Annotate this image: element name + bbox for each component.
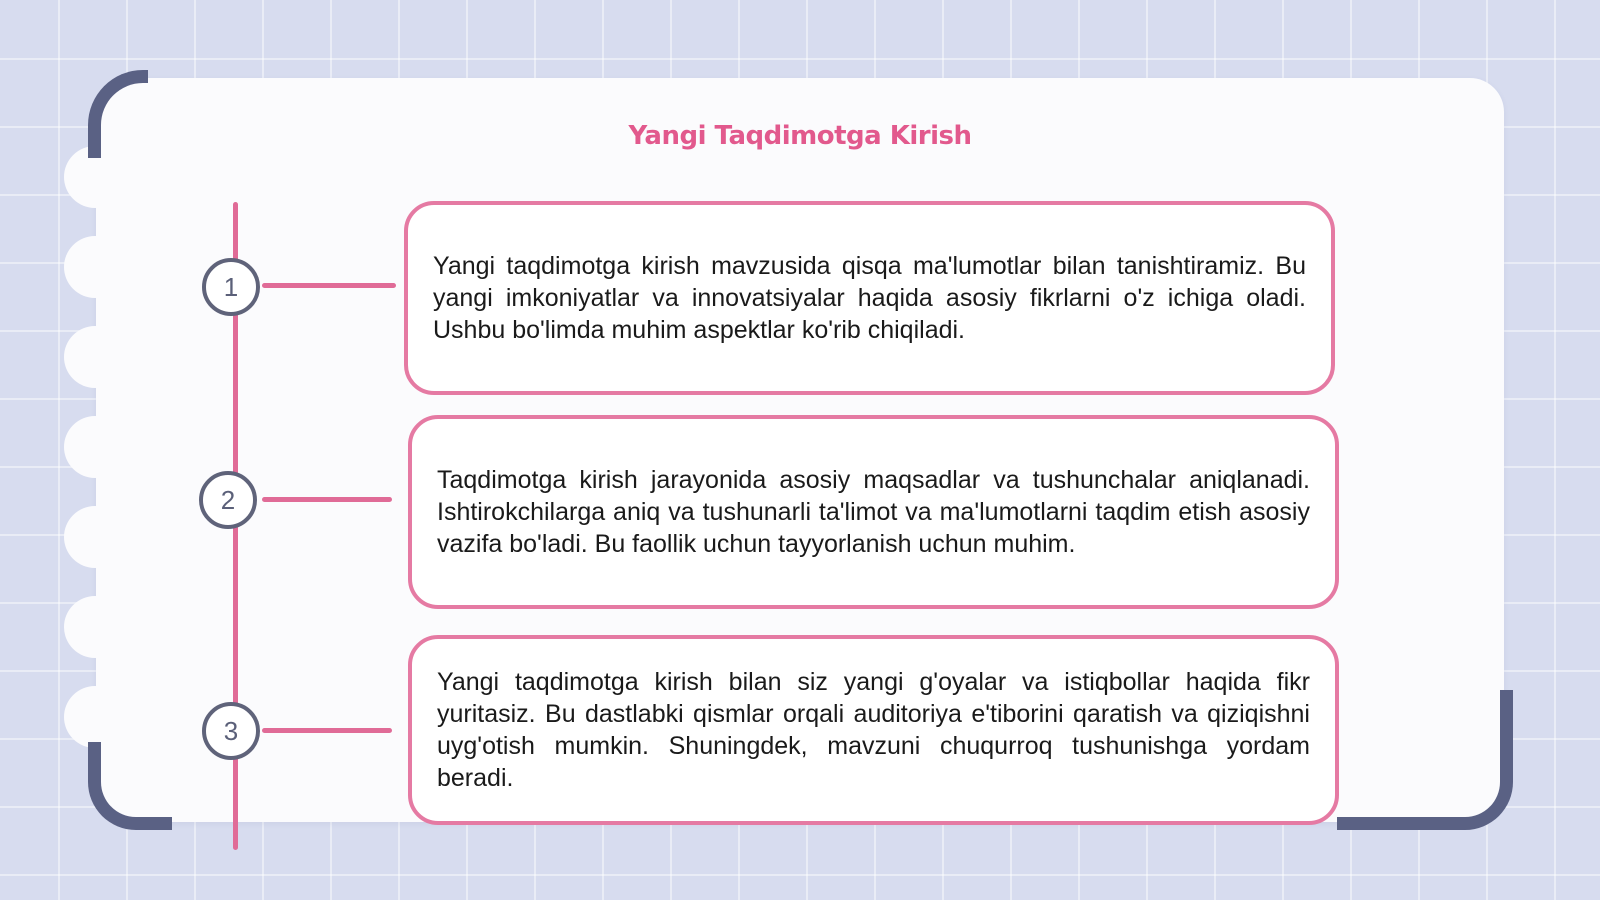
step-text-2: Taqdimotga kirish jarayonida asosiy maqsadlar va tushunchalar aniqlanadi. Ishtirokchilarga aniq va tushunarli ta'limot va ma'lumotlarni taqdim etish asosiy vazifa bo'ladi. Bu faollik uchun tayyorlanish uchun muhim. [437,466,1310,558]
corner-bracket-bottom-left [88,742,172,830]
corner-bracket-top-left [88,70,148,158]
step-card-2 [408,415,1339,609]
corner-bracket-bottom-right [1337,690,1513,830]
timeline-connector-1 [262,283,396,288]
notebook-scallop [64,506,126,568]
step-number-label: 1 [223,271,239,302]
step-text-3: Yangi taqdimotga kirish bilan siz yangi g'oyalar va istiqbollar haqida fikr yuritasiz. Bu dastlabki qismlar orqali auditoriya e'tiborini qaratish va qiziqishni uyg'otish mumkin. Shuningdek, mavzuni chuqurroq tushunishga yordam beradi. [437,668,1310,792]
step-card-3 [408,635,1339,825]
step-number-2 [199,471,257,529]
step-number-label: 3 [223,715,239,746]
timeline-connector-3 [262,728,392,733]
notebook-scallop [64,686,126,748]
step-number-3 [202,702,260,760]
step-card-1 [404,201,1335,395]
timeline-connector-2 [262,497,392,502]
notebook-scallop [64,236,126,298]
slide-title: Yangi Taqdimotga Kirish [628,121,972,151]
notebook-scallop [64,596,126,658]
step-number-1 [202,258,260,316]
notebook-scallop [64,416,126,478]
notebook-scallop [64,326,126,388]
step-number-label: 2 [220,484,236,515]
step-text-1: Yangi taqdimotga kirish mavzusida qisqa ma'lumotlar bilan tanishtiramiz. Bu yangi imkoniyatlar va innovatsiyalar haqida asosiy fikrlarni o'z ichiga oladi. Ushbu bo'limda muhim aspektlar ko'rib chiqiladi. [433,252,1306,344]
